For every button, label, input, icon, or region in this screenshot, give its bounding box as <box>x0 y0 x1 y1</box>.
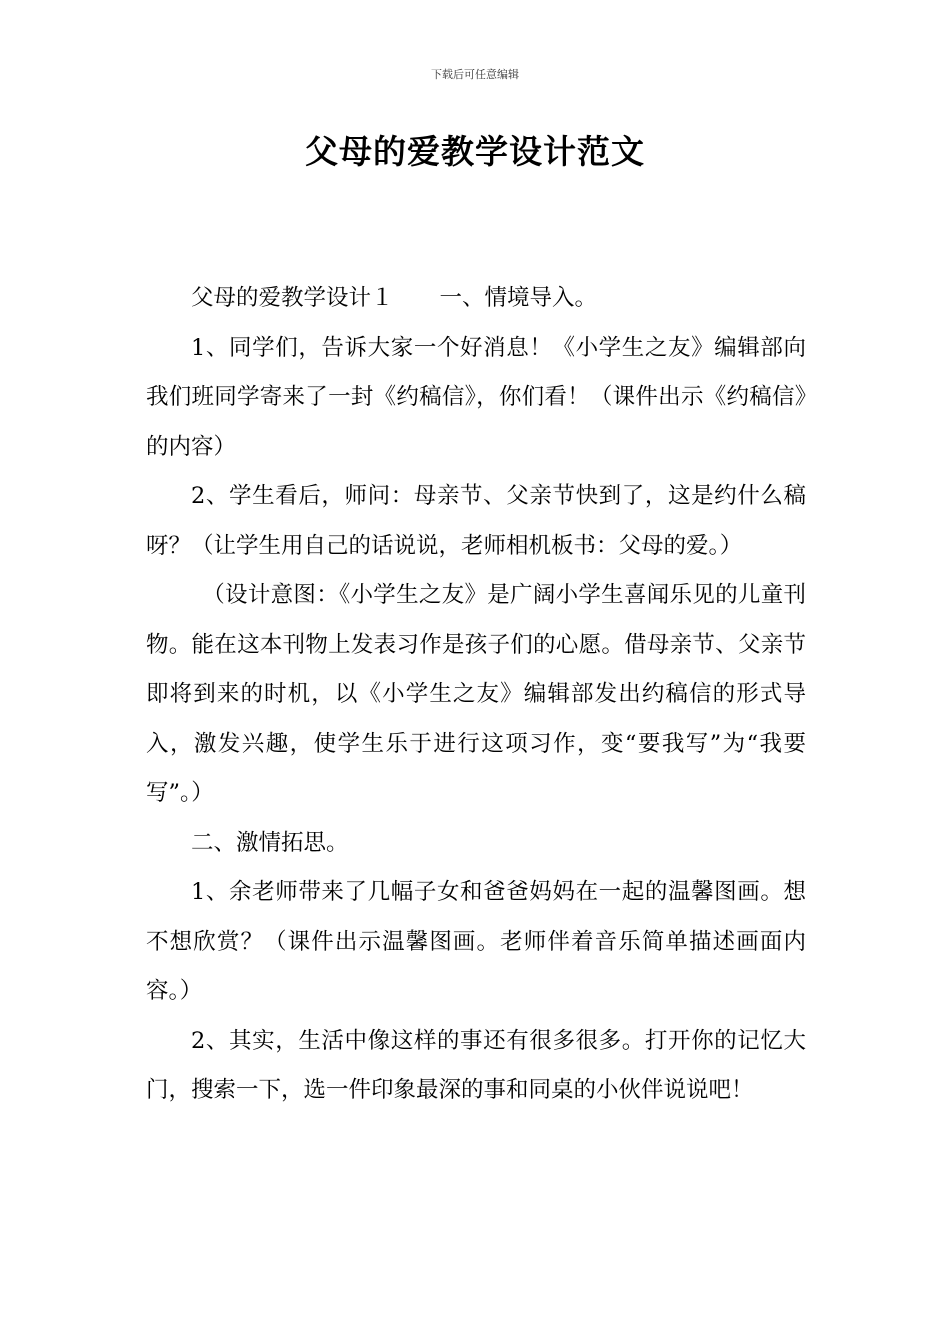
paragraph: 2、其实，生活中像这样的事还有很多很多。打开你的记忆大门，搜索一下，选一件印象最深的事和同桌的小伙伴说说吧！ <box>146 1027 806 1103</box>
paragraph: 1、同学们，告诉大家一个好消息！《小学生之友》编辑部向我们班同学寄来了一封《约稿信》，你们看！（课件出示《约稿信》的内容） <box>146 334 806 460</box>
paragraph: 1、余老师带来了几幅子女和爸爸妈妈在一起的温馨图画。想不想欣赏？（课件出示温馨图画。老师伴着音乐简单描述画面内容。） <box>146 879 806 1004</box>
paragraph-design-intent: （设计意图：《小学生之友》是广阔小学生喜闻乐见的儿童刊物。能在这本刊物上发表习作是孩子们的心愿。借母亲节、父亲节即将到来的时机，以《小学生之友》编辑部发出约稿信的形式导入，激发兴趣，使学生乐于进行这项习作，变“要我写”为“我要写”。） <box>146 582 806 806</box>
document-body <box>146 274 806 1116</box>
section-heading: 二、激情拓思。 <box>191 829 349 856</box>
header-note: 下载后可任意编辑 <box>431 68 519 81</box>
document-title: 父母的爱教学设计范文 <box>305 132 645 171</box>
section-label: 父母的爱教学设计１ <box>191 285 394 311</box>
section-heading: 一、情境导入。 <box>439 285 598 311</box>
paragraph-section-intro <box>146 274 806 324</box>
paragraph: 2、学生看后，师问：母亲节、父亲节快到了，这是约什么稿呀？（让学生用自己的话说说，老师相机板书：父母的爱。） <box>146 483 806 559</box>
